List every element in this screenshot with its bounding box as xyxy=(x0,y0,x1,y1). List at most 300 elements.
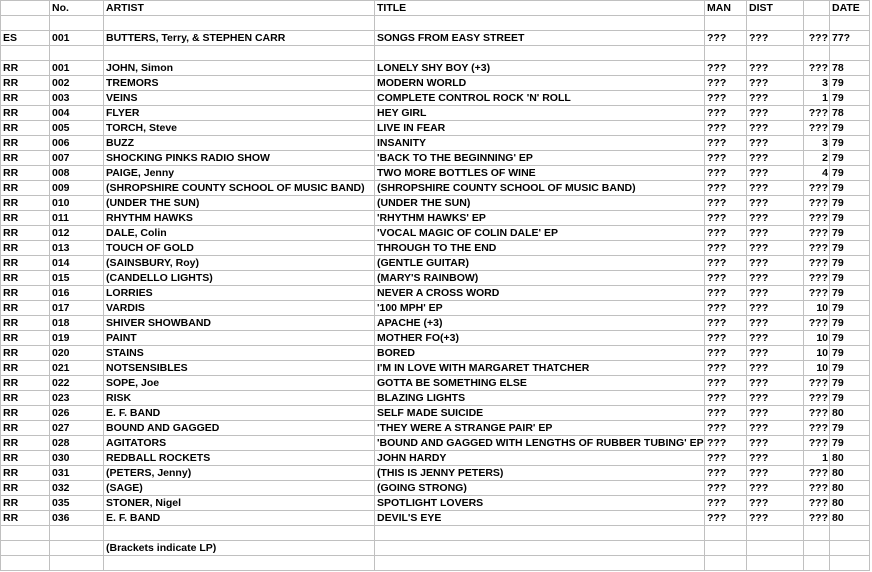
label-cell[interactable]: RR xyxy=(1,481,50,496)
date-cell[interactable]: 79 xyxy=(830,166,870,181)
artist-cell[interactable]: VARDIS xyxy=(104,301,375,316)
label-cell[interactable]: RR xyxy=(1,196,50,211)
man-cell[interactable]: ??? xyxy=(705,226,747,241)
dist-cell[interactable]: ??? xyxy=(747,91,804,106)
label-cell[interactable]: RR xyxy=(1,76,50,91)
dist-cell[interactable]: ??? xyxy=(747,346,804,361)
header-date-cell[interactable]: DATE xyxy=(830,1,870,16)
number-cell[interactable]: 021 xyxy=(50,361,104,376)
label-cell[interactable]: RR xyxy=(1,331,50,346)
man-cell[interactable]: ??? xyxy=(705,346,747,361)
qty-cell[interactable]: 10 xyxy=(804,331,830,346)
qty-cell[interactable]: ??? xyxy=(804,376,830,391)
number-cell[interactable]: 012 xyxy=(50,226,104,241)
qty-cell[interactable]: ??? xyxy=(804,31,830,46)
label-cell[interactable]: RR xyxy=(1,376,50,391)
dist-cell[interactable]: ??? xyxy=(747,181,804,196)
title-cell[interactable]: COMPLETE CONTROL ROCK 'N' ROLL xyxy=(375,91,705,106)
dist-cell[interactable]: ??? xyxy=(747,136,804,151)
qty-cell[interactable] xyxy=(804,16,830,31)
label-cell[interactable]: RR xyxy=(1,436,50,451)
qty-cell[interactable]: ??? xyxy=(804,181,830,196)
number-cell[interactable]: 018 xyxy=(50,316,104,331)
man-cell[interactable]: ??? xyxy=(705,181,747,196)
title-cell[interactable]: BLAZING LIGHTS xyxy=(375,391,705,406)
man-cell[interactable]: ??? xyxy=(705,331,747,346)
label-cell[interactable] xyxy=(1,541,50,556)
qty-cell[interactable]: ??? xyxy=(804,271,830,286)
number-cell[interactable]: 007 xyxy=(50,151,104,166)
man-cell[interactable] xyxy=(705,16,747,31)
date-cell[interactable]: 80 xyxy=(830,406,870,421)
number-cell[interactable]: 027 xyxy=(50,421,104,436)
dist-cell[interactable]: ??? xyxy=(747,466,804,481)
man-cell[interactable]: ??? xyxy=(705,166,747,181)
number-cell[interactable]: 006 xyxy=(50,136,104,151)
qty-cell[interactable]: ??? xyxy=(804,211,830,226)
artist-cell[interactable] xyxy=(104,556,375,571)
man-cell[interactable]: ??? xyxy=(705,91,747,106)
title-cell[interactable] xyxy=(375,526,705,541)
qty-cell[interactable]: ??? xyxy=(804,391,830,406)
date-cell[interactable]: 80 xyxy=(830,481,870,496)
artist-cell[interactable]: PAIGE, Jenny xyxy=(104,166,375,181)
number-cell[interactable]: 010 xyxy=(50,196,104,211)
label-cell[interactable]: RR xyxy=(1,211,50,226)
qty-cell[interactable]: ??? xyxy=(804,406,830,421)
title-cell[interactable]: SONGS FROM EASY STREET xyxy=(375,31,705,46)
artist-cell[interactable]: NOTSENSIBLES xyxy=(104,361,375,376)
artist-cell[interactable]: (SHROPSHIRE COUNTY SCHOOL OF MUSIC BAND) xyxy=(104,181,375,196)
label-cell[interactable]: RR xyxy=(1,106,50,121)
man-cell[interactable]: ??? xyxy=(705,436,747,451)
number-cell[interactable] xyxy=(50,526,104,541)
artist-cell[interactable]: AGITATORS xyxy=(104,436,375,451)
artist-cell[interactable]: SHOCKING PINKS RADIO SHOW xyxy=(104,151,375,166)
number-cell[interactable]: 035 xyxy=(50,496,104,511)
qty-cell[interactable]: 3 xyxy=(804,136,830,151)
artist-cell[interactable]: LORRIES xyxy=(104,286,375,301)
label-cell[interactable] xyxy=(1,526,50,541)
qty-cell[interactable]: 1 xyxy=(804,91,830,106)
dist-cell[interactable]: ??? xyxy=(747,241,804,256)
artist-cell[interactable]: SHIVER SHOWBAND xyxy=(104,316,375,331)
dist-cell[interactable] xyxy=(747,526,804,541)
man-cell[interactable] xyxy=(705,541,747,556)
label-cell[interactable]: RR xyxy=(1,226,50,241)
title-cell[interactable]: TWO MORE BOTTLES OF WINE xyxy=(375,166,705,181)
number-cell[interactable]: 009 xyxy=(50,181,104,196)
artist-cell[interactable]: FLYER xyxy=(104,106,375,121)
date-cell[interactable]: 78 xyxy=(830,61,870,76)
qty-cell[interactable]: 1 xyxy=(804,451,830,466)
number-cell[interactable]: 032 xyxy=(50,481,104,496)
number-cell[interactable]: 001 xyxy=(50,61,104,76)
date-cell[interactable]: 79 xyxy=(830,436,870,451)
label-cell[interactable]: RR xyxy=(1,316,50,331)
title-cell[interactable]: GOTTA BE SOMETHING ELSE xyxy=(375,376,705,391)
man-cell[interactable]: ??? xyxy=(705,271,747,286)
title-cell[interactable]: 'RHYTHM HAWKS' EP xyxy=(375,211,705,226)
man-cell[interactable]: ??? xyxy=(705,301,747,316)
artist-cell[interactable] xyxy=(104,46,375,61)
date-cell[interactable]: 79 xyxy=(830,376,870,391)
date-cell[interactable] xyxy=(830,46,870,61)
man-cell[interactable]: ??? xyxy=(705,106,747,121)
artist-cell[interactable] xyxy=(104,526,375,541)
man-cell[interactable]: ??? xyxy=(705,31,747,46)
number-cell[interactable] xyxy=(50,556,104,571)
man-cell[interactable]: ??? xyxy=(705,316,747,331)
dist-cell[interactable]: ??? xyxy=(747,31,804,46)
dist-cell[interactable]: ??? xyxy=(747,256,804,271)
title-cell[interactable]: 'BACK TO THE BEGINNING' EP xyxy=(375,151,705,166)
qty-cell[interactable]: ??? xyxy=(804,106,830,121)
date-cell[interactable]: 79 xyxy=(830,241,870,256)
qty-cell[interactable]: ??? xyxy=(804,226,830,241)
title-cell[interactable]: NEVER A CROSS WORD xyxy=(375,286,705,301)
qty-cell[interactable]: ??? xyxy=(804,316,830,331)
man-cell[interactable]: ??? xyxy=(705,256,747,271)
number-cell[interactable]: 019 xyxy=(50,331,104,346)
date-cell[interactable]: 79 xyxy=(830,121,870,136)
artist-cell[interactable]: DALE, Colin xyxy=(104,226,375,241)
dist-cell[interactable] xyxy=(747,16,804,31)
man-cell[interactable]: ??? xyxy=(705,421,747,436)
date-cell[interactable]: 78 xyxy=(830,106,870,121)
qty-cell[interactable]: ??? xyxy=(804,61,830,76)
artist-cell[interactable]: BUTTERS, Terry, & STEPHEN CARR xyxy=(104,31,375,46)
date-cell[interactable]: 79 xyxy=(830,76,870,91)
number-cell[interactable]: 004 xyxy=(50,106,104,121)
title-cell[interactable]: 'THEY WERE A STRANGE PAIR' EP xyxy=(375,421,705,436)
qty-cell[interactable]: 10 xyxy=(804,361,830,376)
dist-cell[interactable]: ??? xyxy=(747,286,804,301)
artist-cell[interactable]: REDBALL ROCKETS xyxy=(104,451,375,466)
artist-cell[interactable]: (SAINSBURY, Roy) xyxy=(104,256,375,271)
artist-cell[interactable]: E. F. BAND xyxy=(104,511,375,526)
header-artist-cell[interactable]: ARTIST xyxy=(104,1,375,16)
dist-cell[interactable]: ??? xyxy=(747,496,804,511)
qty-cell[interactable]: ??? xyxy=(804,241,830,256)
artist-cell[interactable]: RISK xyxy=(104,391,375,406)
qty-cell[interactable]: ??? xyxy=(804,496,830,511)
date-cell[interactable]: 79 xyxy=(830,346,870,361)
title-cell[interactable] xyxy=(375,556,705,571)
qty-cell[interactable]: 2 xyxy=(804,151,830,166)
dist-cell[interactable] xyxy=(747,46,804,61)
number-cell[interactable]: 011 xyxy=(50,211,104,226)
title-cell[interactable]: JOHN HARDY xyxy=(375,451,705,466)
man-cell[interactable]: ??? xyxy=(705,511,747,526)
header-label-cell[interactable] xyxy=(1,1,50,16)
man-cell[interactable]: ??? xyxy=(705,241,747,256)
title-cell[interactable]: DEVIL'S EYE xyxy=(375,511,705,526)
artist-cell[interactable]: VEINS xyxy=(104,91,375,106)
dist-cell[interactable] xyxy=(747,556,804,571)
man-cell[interactable] xyxy=(705,556,747,571)
dist-cell[interactable]: ??? xyxy=(747,211,804,226)
number-cell[interactable]: 008 xyxy=(50,166,104,181)
number-cell[interactable]: 030 xyxy=(50,451,104,466)
label-cell[interactable] xyxy=(1,556,50,571)
number-cell[interactable]: 031 xyxy=(50,466,104,481)
date-cell[interactable]: 79 xyxy=(830,331,870,346)
date-cell[interactable]: 79 xyxy=(830,151,870,166)
date-cell[interactable]: 79 xyxy=(830,361,870,376)
header-dist-cell[interactable]: DIST xyxy=(747,1,804,16)
number-cell[interactable]: 028 xyxy=(50,436,104,451)
number-cell[interactable]: 001 xyxy=(50,31,104,46)
title-cell[interactable]: (MARY'S RAINBOW) xyxy=(375,271,705,286)
qty-cell[interactable] xyxy=(804,556,830,571)
label-cell[interactable]: RR xyxy=(1,91,50,106)
dist-cell[interactable]: ??? xyxy=(747,196,804,211)
dist-cell[interactable]: ??? xyxy=(747,436,804,451)
qty-cell[interactable] xyxy=(804,541,830,556)
label-cell[interactable]: RR xyxy=(1,241,50,256)
number-cell[interactable]: 017 xyxy=(50,301,104,316)
date-cell[interactable]: 77? xyxy=(830,31,870,46)
date-cell[interactable]: 79 xyxy=(830,136,870,151)
man-cell[interactable]: ??? xyxy=(705,391,747,406)
title-cell[interactable]: (THIS IS JENNY PETERS) xyxy=(375,466,705,481)
qty-cell[interactable]: 10 xyxy=(804,346,830,361)
dist-cell[interactable]: ??? xyxy=(747,106,804,121)
man-cell[interactable] xyxy=(705,46,747,61)
dist-cell[interactable]: ??? xyxy=(747,271,804,286)
number-cell[interactable]: 023 xyxy=(50,391,104,406)
label-cell[interactable]: RR xyxy=(1,61,50,76)
man-cell[interactable]: ??? xyxy=(705,451,747,466)
label-cell[interactable]: RR xyxy=(1,286,50,301)
date-cell[interactable]: 79 xyxy=(830,286,870,301)
label-cell[interactable]: RR xyxy=(1,271,50,286)
qty-cell[interactable]: ??? xyxy=(804,121,830,136)
title-cell[interactable] xyxy=(375,46,705,61)
dist-cell[interactable]: ??? xyxy=(747,511,804,526)
qty-cell[interactable]: 4 xyxy=(804,166,830,181)
artist-cell[interactable]: STONER, Nigel xyxy=(104,496,375,511)
date-cell[interactable]: 79 xyxy=(830,391,870,406)
label-cell[interactable]: RR xyxy=(1,496,50,511)
artist-cell[interactable]: TREMORS xyxy=(104,76,375,91)
date-cell[interactable]: 79 xyxy=(830,301,870,316)
artist-cell[interactable]: E. F. BAND xyxy=(104,406,375,421)
title-cell[interactable]: (SHROPSHIRE COUNTY SCHOOL OF MUSIC BAND) xyxy=(375,181,705,196)
artist-cell[interactable]: SOPE, Joe xyxy=(104,376,375,391)
date-cell[interactable] xyxy=(830,16,870,31)
label-cell[interactable]: RR xyxy=(1,181,50,196)
dist-cell[interactable]: ??? xyxy=(747,166,804,181)
dist-cell[interactable]: ??? xyxy=(747,121,804,136)
label-cell[interactable]: RR xyxy=(1,301,50,316)
dist-cell[interactable]: ??? xyxy=(747,316,804,331)
label-cell[interactable]: RR xyxy=(1,466,50,481)
qty-cell[interactable] xyxy=(804,46,830,61)
number-cell[interactable]: 015 xyxy=(50,271,104,286)
label-cell[interactable]: RR xyxy=(1,121,50,136)
man-cell[interactable]: ??? xyxy=(705,136,747,151)
title-cell[interactable]: (GENTLE GUITAR) xyxy=(375,256,705,271)
man-cell[interactable]: ??? xyxy=(705,151,747,166)
date-cell[interactable]: 79 xyxy=(830,421,870,436)
man-cell[interactable]: ??? xyxy=(705,481,747,496)
number-cell[interactable] xyxy=(50,541,104,556)
label-cell[interactable]: RR xyxy=(1,256,50,271)
date-cell[interactable]: 79 xyxy=(830,271,870,286)
number-cell[interactable]: 013 xyxy=(50,241,104,256)
artist-cell[interactable]: RHYTHM HAWKS xyxy=(104,211,375,226)
qty-cell[interactable]: ??? xyxy=(804,466,830,481)
title-cell[interactable]: MODERN WORLD xyxy=(375,76,705,91)
date-cell[interactable]: 79 xyxy=(830,256,870,271)
title-cell[interactable]: I'M IN LOVE WITH MARGARET THATCHER xyxy=(375,361,705,376)
date-cell[interactable]: 80 xyxy=(830,511,870,526)
title-cell[interactable]: BORED xyxy=(375,346,705,361)
dist-cell[interactable]: ??? xyxy=(747,331,804,346)
man-cell[interactable]: ??? xyxy=(705,211,747,226)
qty-cell[interactable]: 10 xyxy=(804,301,830,316)
number-cell[interactable] xyxy=(50,46,104,61)
title-cell[interactable]: APACHE (+3) xyxy=(375,316,705,331)
date-cell[interactable] xyxy=(830,556,870,571)
date-cell[interactable]: 79 xyxy=(830,226,870,241)
qty-cell[interactable] xyxy=(804,526,830,541)
qty-cell[interactable]: ??? xyxy=(804,196,830,211)
number-cell[interactable]: 022 xyxy=(50,376,104,391)
label-cell[interactable]: RR xyxy=(1,511,50,526)
title-cell[interactable]: SELF MADE SUICIDE xyxy=(375,406,705,421)
label-cell[interactable]: RR xyxy=(1,391,50,406)
dist-cell[interactable]: ??? xyxy=(747,481,804,496)
label-cell[interactable] xyxy=(1,46,50,61)
title-cell[interactable]: 'VOCAL MAGIC OF COLIN DALE' EP xyxy=(375,226,705,241)
number-cell[interactable]: 036 xyxy=(50,511,104,526)
dist-cell[interactable]: ??? xyxy=(747,421,804,436)
dist-cell[interactable] xyxy=(747,541,804,556)
title-cell[interactable]: THROUGH TO THE END xyxy=(375,241,705,256)
artist-cell[interactable]: JOHN, Simon xyxy=(104,61,375,76)
label-cell[interactable]: RR xyxy=(1,421,50,436)
qty-cell[interactable]: ??? xyxy=(804,511,830,526)
title-cell[interactable]: 'BOUND AND GAGGED WITH LENGTHS OF RUBBER TUBING' EP xyxy=(375,436,705,451)
dist-cell[interactable]: ??? xyxy=(747,76,804,91)
dist-cell[interactable]: ??? xyxy=(747,61,804,76)
man-cell[interactable]: ??? xyxy=(705,76,747,91)
title-cell[interactable]: HEY GIRL xyxy=(375,106,705,121)
dist-cell[interactable]: ??? xyxy=(747,361,804,376)
date-cell[interactable]: 80 xyxy=(830,466,870,481)
number-cell[interactable]: 005 xyxy=(50,121,104,136)
dist-cell[interactable]: ??? xyxy=(747,391,804,406)
man-cell[interactable]: ??? xyxy=(705,406,747,421)
man-cell[interactable]: ??? xyxy=(705,196,747,211)
title-cell[interactable]: LIVE IN FEAR xyxy=(375,121,705,136)
artist-cell[interactable]: PAINT xyxy=(104,331,375,346)
date-cell[interactable]: 79 xyxy=(830,211,870,226)
artist-cell[interactable]: (UNDER THE SUN) xyxy=(104,196,375,211)
label-cell[interactable]: RR xyxy=(1,136,50,151)
header-man-cell[interactable]: MAN xyxy=(705,1,747,16)
man-cell[interactable]: ??? xyxy=(705,61,747,76)
title-cell[interactable] xyxy=(375,16,705,31)
man-cell[interactable]: ??? xyxy=(705,121,747,136)
date-cell[interactable]: 79 xyxy=(830,91,870,106)
artist-cell[interactable]: BUZZ xyxy=(104,136,375,151)
label-cell[interactable]: ES xyxy=(1,31,50,46)
date-cell[interactable]: 79 xyxy=(830,316,870,331)
number-cell[interactable]: 002 xyxy=(50,76,104,91)
dist-cell[interactable]: ??? xyxy=(747,301,804,316)
header-no-cell[interactable]: No. xyxy=(50,1,104,16)
artist-cell[interactable]: TORCH, Steve xyxy=(104,121,375,136)
title-cell[interactable]: '100 MPH' EP xyxy=(375,301,705,316)
dist-cell[interactable]: ??? xyxy=(747,376,804,391)
header-title-cell[interactable]: TITLE xyxy=(375,1,705,16)
label-cell[interactable]: RR xyxy=(1,166,50,181)
date-cell[interactable]: 80 xyxy=(830,496,870,511)
dist-cell[interactable]: ??? xyxy=(747,406,804,421)
artist-cell[interactable]: TOUCH OF GOLD xyxy=(104,241,375,256)
header-qty-cell[interactable] xyxy=(804,1,830,16)
label-cell[interactable]: RR xyxy=(1,346,50,361)
dist-cell[interactable]: ??? xyxy=(747,151,804,166)
label-cell[interactable] xyxy=(1,16,50,31)
qty-cell[interactable]: ??? xyxy=(804,286,830,301)
date-cell[interactable] xyxy=(830,526,870,541)
qty-cell[interactable]: ??? xyxy=(804,421,830,436)
date-cell[interactable]: 79 xyxy=(830,181,870,196)
title-cell[interactable]: LONELY SHY BOY (+3) xyxy=(375,61,705,76)
man-cell[interactable]: ??? xyxy=(705,376,747,391)
qty-cell[interactable]: 3 xyxy=(804,76,830,91)
title-cell[interactable]: (UNDER THE SUN) xyxy=(375,196,705,211)
date-cell[interactable]: 79 xyxy=(830,196,870,211)
number-cell[interactable] xyxy=(50,16,104,31)
man-cell[interactable]: ??? xyxy=(705,286,747,301)
label-cell[interactable]: RR xyxy=(1,361,50,376)
label-cell[interactable]: RR xyxy=(1,406,50,421)
artist-cell[interactable]: (PETERS, Jenny) xyxy=(104,466,375,481)
number-cell[interactable]: 003 xyxy=(50,91,104,106)
title-cell[interactable]: SPOTLIGHT LOVERS xyxy=(375,496,705,511)
man-cell[interactable]: ??? xyxy=(705,466,747,481)
qty-cell[interactable]: ??? xyxy=(804,436,830,451)
artist-cell[interactable]: STAINS xyxy=(104,346,375,361)
artist-cell[interactable]: (Brackets indicate LP) xyxy=(104,541,375,556)
artist-cell[interactable]: (CANDELLO LIGHTS) xyxy=(104,271,375,286)
title-cell[interactable]: MOTHER FO(+3) xyxy=(375,331,705,346)
number-cell[interactable]: 014 xyxy=(50,256,104,271)
title-cell[interactable]: INSANITY xyxy=(375,136,705,151)
title-cell[interactable]: (GOING STRONG) xyxy=(375,481,705,496)
date-cell[interactable] xyxy=(830,541,870,556)
qty-cell[interactable]: ??? xyxy=(804,481,830,496)
date-cell[interactable]: 80 xyxy=(830,451,870,466)
number-cell[interactable]: 016 xyxy=(50,286,104,301)
number-cell[interactable]: 020 xyxy=(50,346,104,361)
dist-cell[interactable]: ??? xyxy=(747,226,804,241)
artist-cell[interactable] xyxy=(104,16,375,31)
artist-cell[interactable]: BOUND AND GAGGED xyxy=(104,421,375,436)
artist-cell[interactable]: (SAGE) xyxy=(104,481,375,496)
title-cell[interactable] xyxy=(375,541,705,556)
man-cell[interactable]: ??? xyxy=(705,361,747,376)
man-cell[interactable]: ??? xyxy=(705,496,747,511)
label-cell[interactable]: RR xyxy=(1,451,50,466)
label-cell[interactable]: RR xyxy=(1,151,50,166)
